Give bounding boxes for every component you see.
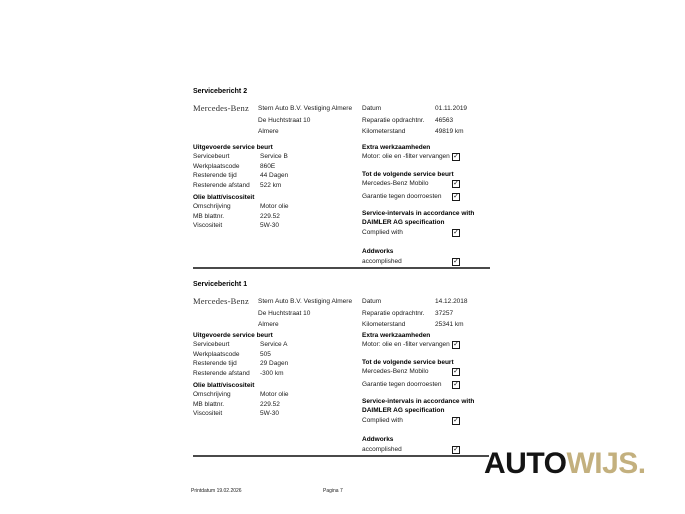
dealer-address bbox=[258, 296, 362, 331]
check-item: Complied with ✓ bbox=[362, 416, 459, 424]
report-title: Servicebericht 1 bbox=[193, 281, 248, 288]
oil-heading: Olie blatt/viscositeit bbox=[193, 194, 255, 202]
checkbox-checked-icon: ✓ bbox=[453, 416, 459, 424]
detail-row: Servicebeurt Service A bbox=[193, 341, 288, 349]
odometer-value: 49819 km bbox=[435, 128, 464, 136]
detail-row: MB blattnr. 229.52 bbox=[193, 212, 280, 220]
check-group-extra: Extra werkzaamheden Motor: olie en -filter vervangen ✓ bbox=[362, 143, 493, 162]
check-item: accomplished ✓ bbox=[362, 257, 459, 265]
dealer-street: De Huchtstraat 10 bbox=[258, 309, 311, 317]
detail-row: Omschrijving Motor olie bbox=[193, 391, 289, 399]
odometer-label: Kilometerstand bbox=[362, 128, 406, 136]
detail-row: Servicebeurt Service B bbox=[193, 153, 288, 161]
service-report-1 bbox=[193, 280, 493, 453]
detail-row: MB blattnr. 229.52 bbox=[193, 400, 280, 408]
check-item: Mercedes-Benz Mobilo ✓ bbox=[362, 368, 459, 376]
check-item: Motor: olie en -filter vervangen ✓ bbox=[362, 341, 459, 349]
check-group-addworks: Addworks accomplished ✓ bbox=[362, 247, 493, 266]
dealer-address bbox=[258, 103, 362, 138]
dealer-street: De Huchtstraat 10 bbox=[258, 116, 311, 124]
logo-text-wijs: WIJS. bbox=[566, 447, 646, 480]
check-item: Garantie tegen doorroesten ✓ bbox=[362, 380, 459, 388]
footer-divider bbox=[193, 455, 489, 457]
repair-order-label: Reparatie opdrachtnr. bbox=[362, 309, 425, 317]
detail-row: Viscositeit 5W-30 bbox=[193, 410, 280, 418]
dealer-city: Almere bbox=[258, 128, 279, 136]
section-divider bbox=[193, 267, 490, 269]
check-item: Garantie tegen doorroesten ✓ bbox=[362, 192, 459, 200]
meta-values bbox=[435, 296, 493, 331]
odometer-value: 25341 km bbox=[435, 321, 464, 329]
detail-row: Viscositeit 5W-30 bbox=[193, 222, 280, 230]
checklist-column bbox=[362, 143, 493, 266]
dealer-name: Stern Auto B.V. Vestiging Almere bbox=[258, 298, 353, 305]
meta-values bbox=[435, 103, 493, 138]
service-details-column bbox=[193, 331, 358, 419]
meta-labels bbox=[362, 296, 435, 331]
checkbox-checked-icon: ✓ bbox=[453, 380, 459, 388]
check-item: accomplished ✓ bbox=[362, 445, 459, 453]
date-label: Datum bbox=[362, 105, 382, 112]
service-heading: Uitgevoerde service beurt bbox=[193, 332, 273, 339]
mercedes-benz-wordmark: Mercedes-Benz bbox=[193, 296, 249, 306]
checkbox-checked-icon: ✓ bbox=[453, 341, 459, 349]
checkbox-checked-icon: ✓ bbox=[453, 192, 459, 200]
dealer-name: Stern Auto B.V. Vestiging Almere bbox=[258, 105, 353, 112]
service-report-2 bbox=[193, 87, 493, 265]
service-heading: Uitgevoerde service beurt bbox=[193, 144, 273, 151]
checkbox-checked-icon: ✓ bbox=[453, 368, 459, 376]
repair-order-label: Reparatie opdrachtnr. bbox=[362, 116, 425, 124]
checkbox-checked-icon: ✓ bbox=[453, 228, 459, 236]
print-date: Printdatum 19.02.2026 bbox=[191, 488, 242, 494]
autowijs-logo bbox=[484, 446, 646, 482]
detail-row: Resterende afstand 522 km bbox=[193, 181, 282, 189]
detail-row: Omschrijving Motor olie bbox=[193, 203, 289, 211]
check-group-next-service: Tot de volgende service beurt Mercedes-Benz Mobilo ✓ Garantie tegen doorroesten ✓ bbox=[362, 358, 493, 389]
service-details-column bbox=[193, 143, 358, 231]
checkbox-checked-icon: ✓ bbox=[453, 180, 459, 188]
detail-row: Werkplaatscode 860E bbox=[193, 162, 276, 170]
repair-order-value: 37257 bbox=[435, 309, 454, 317]
detail-row: Werkplaatscode 505 bbox=[193, 350, 271, 358]
mercedes-benz-wordmark: Mercedes-Benz bbox=[193, 103, 249, 113]
checkbox-checked-icon: ✓ bbox=[453, 153, 459, 161]
check-group-intervals: Service-intervals in accordance with DAIMLER AG specification Complied with ✓ bbox=[362, 397, 493, 425]
page-number: Pagina 7 bbox=[323, 488, 343, 494]
detail-row: Resterende tijd 44 Dagen bbox=[193, 172, 289, 180]
check-group-intervals: Service-intervals in accordance with DAIMLER AG specification Complied with ✓ bbox=[362, 209, 493, 237]
detail-row: Resterende afstand -300 km bbox=[193, 369, 284, 377]
logo-text-auto: AUTO bbox=[484, 447, 567, 480]
date-label: Datum bbox=[362, 298, 382, 305]
check-item: Motor: olie en -filter vervangen ✓ bbox=[362, 153, 459, 161]
meta-labels bbox=[362, 103, 435, 138]
odometer-label: Kilometerstand bbox=[362, 321, 406, 329]
checkbox-checked-icon: ✓ bbox=[453, 445, 459, 453]
check-group-extra: Extra werkzaamheden Motor: olie en -filter vervangen ✓ bbox=[362, 331, 493, 350]
check-group-next-service: Tot de volgende service beurt Mercedes-Benz Mobilo ✓ Garantie tegen doorroesten ✓ bbox=[362, 170, 493, 201]
check-item: Complied with ✓ bbox=[362, 228, 459, 236]
dealer-city: Almere bbox=[258, 321, 279, 329]
check-item: Mercedes-Benz Mobilo ✓ bbox=[362, 180, 459, 188]
date-value: 14.12.2018 bbox=[435, 298, 468, 305]
detail-row: Resterende tijd 29 Dagen bbox=[193, 360, 289, 368]
repair-order-value: 46563 bbox=[435, 116, 454, 124]
oil-heading: Olie blatt/viscositeit bbox=[193, 382, 255, 390]
date-value: 01.11.2019 bbox=[435, 105, 468, 112]
checkbox-checked-icon: ✓ bbox=[453, 257, 459, 265]
checklist-column bbox=[362, 331, 493, 454]
report-title: Servicebericht 2 bbox=[193, 88, 248, 95]
check-group-addworks: Addworks accomplished ✓ bbox=[362, 435, 493, 454]
